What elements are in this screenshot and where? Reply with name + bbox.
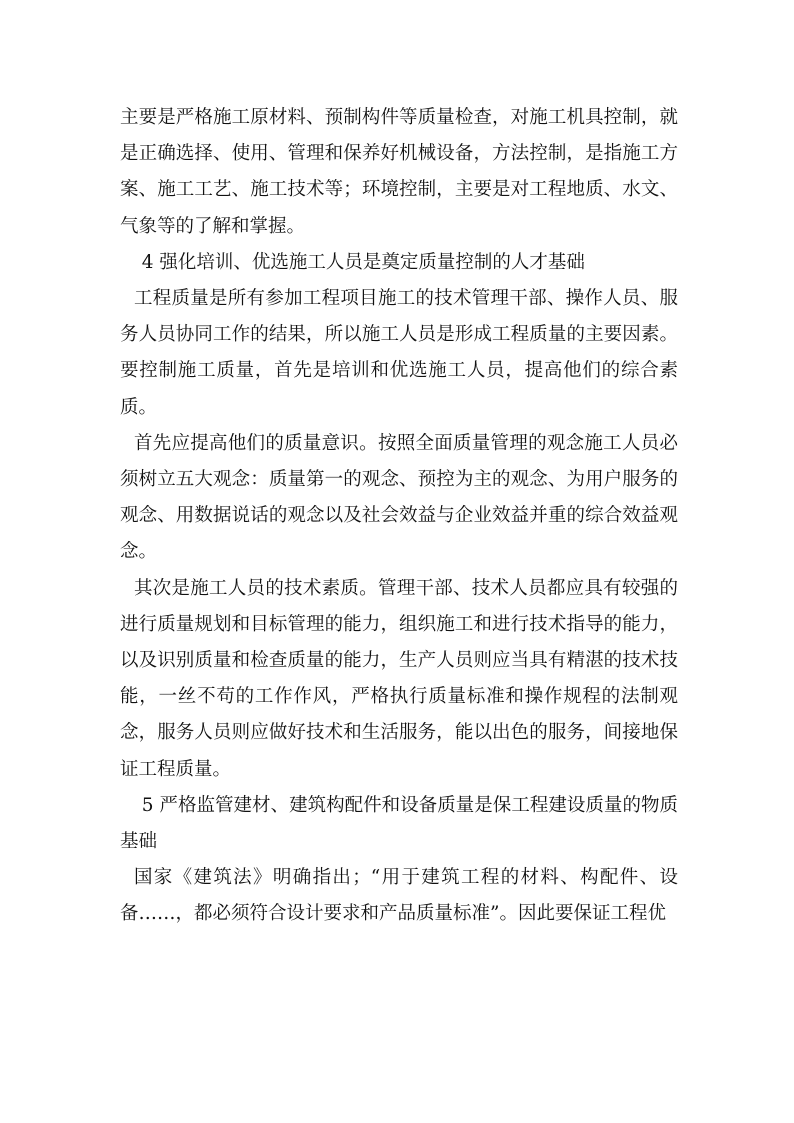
paragraph-personnel-quality: 工程质量是所有参加工程项目施工的技术管理干部、操作人员、服务人员协同工作的结果，所以施工人员是形成工程质量的主要因素。要控制施工质量，首先是培训和优选施工人员，提高他们的综合素质。 xyxy=(120,288,678,418)
section-heading-5: 5 严格监管建材、建筑构配件和设备质量是保工程建设质量的物质基础 xyxy=(120,794,678,853)
section-heading-4: 4 强化培训、优选施工人员是奠定质量控制的人才基础 xyxy=(141,251,585,273)
paragraph-building-law: 国家《建筑法》明确指出；“用于建筑工程的材料、构配件、设备……，都必须符合设计要求和产品质量标准”。因此要保证工程优 xyxy=(120,867,678,925)
paragraph-quality-awareness: 首先应提高他们的质量意识。按照全面质量管理的观念施工人员必须树立五大观念：质量第一的观念、预控为主的观念、为用户服务的观念、用数据说话的观念以及社会效益与企业效益并重的综合效益观念。 xyxy=(120,432,678,563)
document-page xyxy=(120,100,678,933)
paragraph-technical-quality: 其次是施工人员的技术素质。管理干部、技术人员都应具有较强的进行质量规划和目标管理的能力，组织施工和进行技术指导的能力，以及识别质量和检查质量的能力，生产人员则应当具有精湛的技术技能，一丝不苟的工作作风，严格执行质量标准和操作规程的法制观念，服务人员则应做好技术和生活服务，能以出色的服务，间接地保证工程质量。 xyxy=(120,577,678,780)
paragraph-materials-control: 主要是严格施工原材料、预制构件等质量检查，对施工机具控制，就是正确选择、使用、管理和保养好机械设备，方法控制，是指施工方案、施工工艺、施工技术等；环境控制，主要是对工程地质、水文、气象等的了解和掌握。 xyxy=(120,107,678,237)
